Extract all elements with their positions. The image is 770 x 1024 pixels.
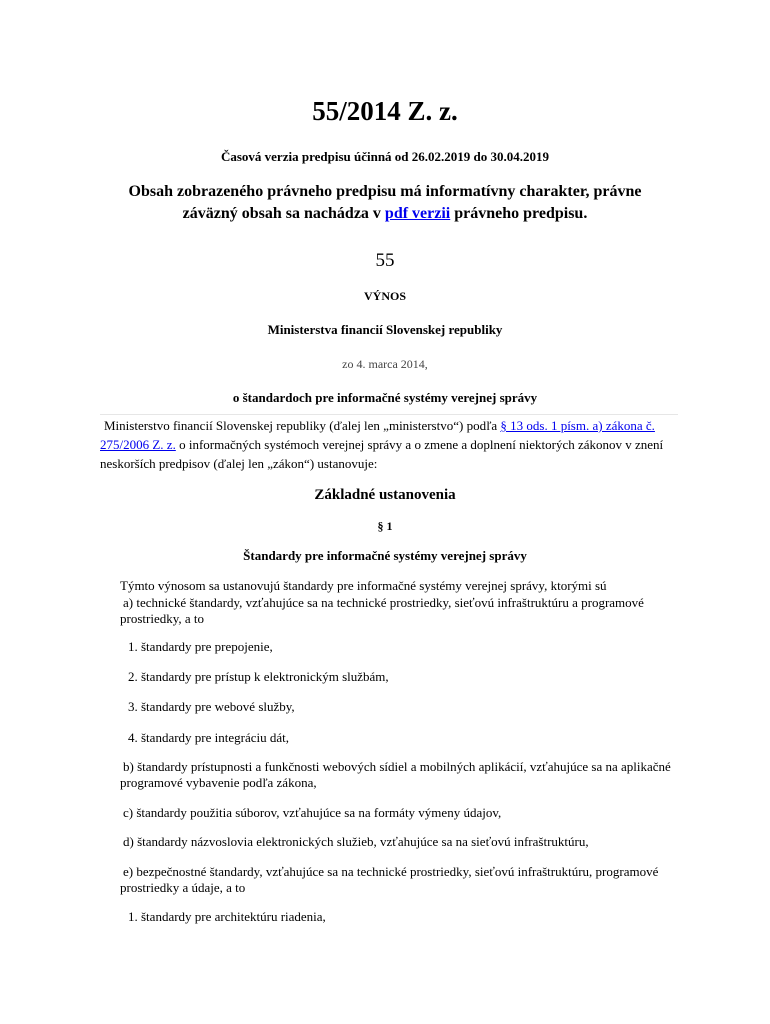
decree-date: zo 4. marca 2014,	[342, 357, 428, 371]
section-title: Základné ustanovenia	[314, 487, 456, 503]
decree-type: VÝNOS	[363, 289, 406, 303]
letter-item-d: d) štandardy názvoslovia elektronických služieb, vzťahujúce sa na sieťovú infraštruktúru,	[123, 834, 589, 849]
document-title: 55/2014 Z. z.	[312, 96, 458, 126]
decree-number: 55	[375, 250, 395, 271]
notice-text-before: Obsah zobrazeného právneho predpisu má informatívny charakter, právne záväzný obsah sa nachádza v	[128, 183, 642, 222]
letter-item-a: a) technické štandardy, vzťahujúce sa na technické prostriedky, sieťovú infraštruktúru a programové prostriedky, a to	[120, 595, 644, 626]
law-reference-link[interactable]: § 13 ods. 1 písm. a) zákona č. 275/2006 Z. z.	[100, 418, 655, 452]
version-info: Časová verzia predpisu účinná od 26.02.2019 do 30.04.2019	[220, 149, 550, 164]
intro-paragraph	[100, 416, 678, 473]
intro-text-before: Ministerstvo financií Slovenskej republiky (ďalej len „ministerstvo“) podľa	[104, 418, 501, 433]
letter-item-e: e) bezpečnostné štandardy, vzťahujúce sa na technické prostriedky, sieťovú infraštruktúru, programové prostriedky a údaje, a to	[120, 864, 659, 895]
letter-item-c: c) štandardy použitia súborov, vzťahujúce sa na formáty výmeny údajov,	[123, 805, 502, 820]
lead-text: Týmto výnosom sa ustanovujú štandardy pre informačné systémy verejnej správy, ktorými sú	[120, 578, 607, 593]
paragraph-number: § 1	[377, 519, 393, 533]
numbered-item-e1: 1. štandardy pre architektúru riadenia,	[128, 909, 326, 924]
decree-subject: o štandardoch pre informačné systémy verejnej správy	[232, 390, 538, 405]
pdf-version-link[interactable]: pdf verzii	[384, 205, 451, 222]
notice-text-after: právneho predpisu.	[450, 205, 588, 222]
letter-item-b: b) štandardy prístupnosti a funkčnosti webových sídiel a mobilných aplikácií, vzťahujúce sa na aplikačné programové vybavenie podľa zákona,	[120, 759, 671, 790]
legal-notice	[100, 181, 670, 225]
numbered-item-a2: 2. štandardy pre prístup k elektronickým službám,	[128, 669, 389, 684]
decree-issuer: Ministerstva financií Slovenskej republiky	[267, 322, 503, 337]
paragraph-title: Štandardy pre informačné systémy verejnej správy	[243, 548, 527, 563]
divider	[100, 414, 678, 415]
numbered-item-a1: 1. štandardy pre prepojenie,	[128, 639, 273, 654]
numbered-item-a4: 4. štandardy pre integráciu dát,	[128, 730, 289, 745]
numbered-item-a3: 3. štandardy pre webové služby,	[128, 699, 295, 714]
intro-text-after: o informačných systémoch verejnej správy a o zmene a doplnení niektorých zákonov v znení neskorších predpisov (ďalej len „zákon“) ustanovuje:	[100, 437, 664, 471]
